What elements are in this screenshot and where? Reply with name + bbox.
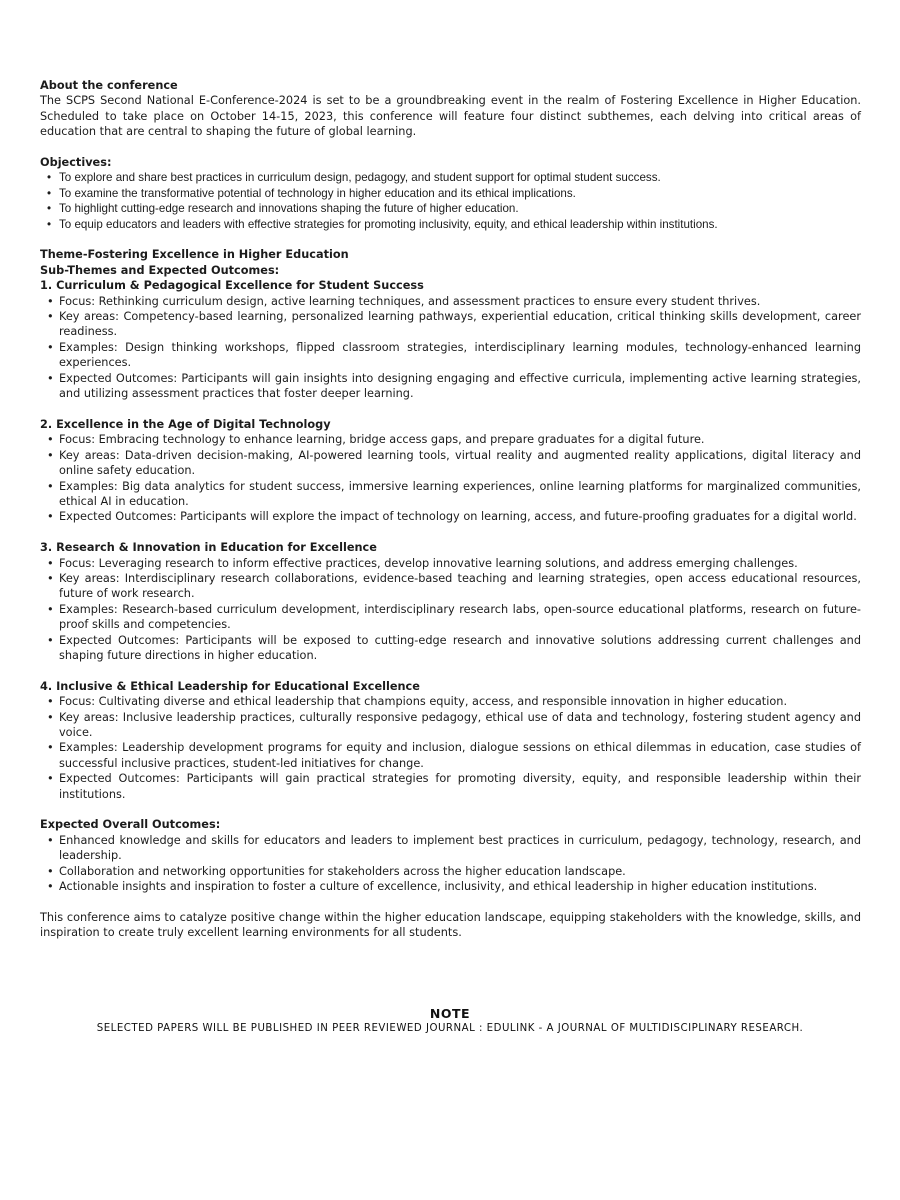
subtheme-2-title: 2. Excellence in the Age of Digital Technology [40,417,331,431]
subtheme-1-list [40,294,861,402]
subtheme-3-key-areas: • Key areas: Interdisciplinary research collaborations, evidence-based teaching and learning strategies, open access educational resources, future of work research. [59,571,861,602]
subtheme-4-key-areas: • Key areas: Inclusive leadership practices, culturally responsive pedagogy, ethical use of data and technology, fostering student agency and voice. [59,710,861,741]
overall-outcomes-list [40,833,861,895]
subtheme-1-title: 1. Curriculum & Pedagogical Excellence for Student Success [40,279,424,293]
objective-item: • To explore and share best practices in curriculum design, pedagogy, and student support for optimal student success. [59,170,861,185]
overall-outcome-item: • Collaboration and networking opportunities for stakeholders across the higher education landscape. [59,864,861,879]
closing-paragraph: This conference aims to catalyze positive change within the higher education landscape, equipping stakeholders with the knowledge, skills, and inspiration to create truly excellent learning environments for all students. [40,910,861,940]
objective-item: • To examine the transformative potential of technology in higher education and its ethical implications. [59,186,861,201]
about-paragraph: The SCPS Second National E-Conference-2024 is set to be a groundbreaking event in the realm of Fostering Excellence in Higher Education. Scheduled to take place on October 14-15, 2023, this conference will feature four distinct subthemes, each delving into critical areas of education that are central to shaping the future of global learning. [40,94,861,139]
subtheme-4-title: 4. Inclusive & Ethical Leadership for Educational Excellence [40,679,420,693]
subtheme-3-outcomes: • Expected Outcomes: Participants will be exposed to cutting-edge research and innovative solutions addressing current challenges and shaping future directions in higher education. [59,633,861,664]
subtheme-3-focus: • Focus: Leveraging research to inform effective practices, develop innovative learning solutions, and address emerging challenges. [59,556,861,571]
document-body [40,78,861,941]
note-title: NOTE [429,1006,471,1021]
subtheme-2-examples: • Examples: Big data analytics for student success, immersive learning experiences, online learning platforms for marginalized communities, ethical AI in education. [59,479,861,510]
subtheme-2-key-areas: • Key areas: Data-driven decision-making, AI-powered learning tools, virtual reality and augmented reality applications, digital literacy and online safety education. [59,448,861,479]
overall-outcomes-heading: Expected Overall Outcomes: [40,818,221,832]
objectives-list [40,170,861,232]
subtheme-4-outcomes: • Expected Outcomes: Participants will gain practical strategies for promoting diversity, equity, and responsible leadership within their institutions. [59,771,861,802]
objective-item: • To equip educators and leaders with effective strategies for promoting inclusivity, equity, and ethical leadership within institutions. [59,217,861,232]
subtheme-3-examples: • Examples: Research-based curriculum development, interdisciplinary research labs, open-source educational platforms, research on future-proof skills and competencies. [59,602,861,633]
subtheme-4-examples: • Examples: Leadership development programs for equity and inclusion, dialogue sessions on ethical dilemmas in education, case studies of successful inclusive practices, student-led initiatives for change. [59,740,861,771]
theme-title: Theme-Fostering Excellence in Higher Education [40,248,349,262]
note-section [0,1006,900,1034]
subtheme-2-outcomes: • Expected Outcomes: Participants will explore the impact of technology on learning, access, and future-proofing graduates for a digital world. [59,509,861,524]
overall-outcome-item: • Enhanced knowledge and skills for educators and leaders to implement best practices in curriculum, pedagogy, technology, research, and leadership. [59,833,861,864]
subtheme-4-focus: • Focus: Cultivating diverse and ethical leadership that champions equity, access, and responsible innovation in higher education. [59,694,861,709]
subtheme-3-list [40,556,861,664]
subtheme-1-key-areas: • Key areas: Competency-based learning, personalized learning pathways, experiential education, critical thinking skills development, career readiness. [59,309,861,340]
objective-item: • To highlight cutting-edge research and innovations shaping the future of higher education. [59,201,861,216]
subtheme-1-examples: • Examples: Design thinking workshops, flipped classroom strategies, interdisciplinary learning modules, technology-enhanced learning experiences. [59,340,861,371]
subtheme-3-title: 3. Research & Innovation in Education for Excellence [40,541,377,555]
subtheme-1-outcomes: • Expected Outcomes: Participants will gain insights into designing engaging and effective curricula, implementing active learning strategies, and utilizing assessment practices that foster deeper learning. [59,371,861,402]
subtheme-2-list [40,432,861,524]
objectives-heading: Objectives: [40,156,112,170]
about-heading: About the conference [40,79,178,92]
subtheme-1-focus: • Focus: Rethinking curriculum design, active learning techniques, and assessment practices to ensure every student thrives. [59,294,861,309]
subtheme-4-list [40,694,861,802]
overall-outcome-item: • Actionable insights and inspiration to foster a culture of excellence, inclusivity, and ethical leadership in higher education institutions. [59,879,861,894]
subthemes-heading: Sub-Themes and Expected Outcomes: [40,263,280,277]
note-text: SELECTED PAPERS WILL BE PUBLISHED IN PEER REVIEWED JOURNAL : EDULINK - A JOURNAL OF MULTIDISCIPLINARY RESEARCH. [96,1023,804,1034]
subtheme-2-focus: • Focus: Embracing technology to enhance learning, bridge access gaps, and prepare graduates for a digital future. [59,432,861,447]
